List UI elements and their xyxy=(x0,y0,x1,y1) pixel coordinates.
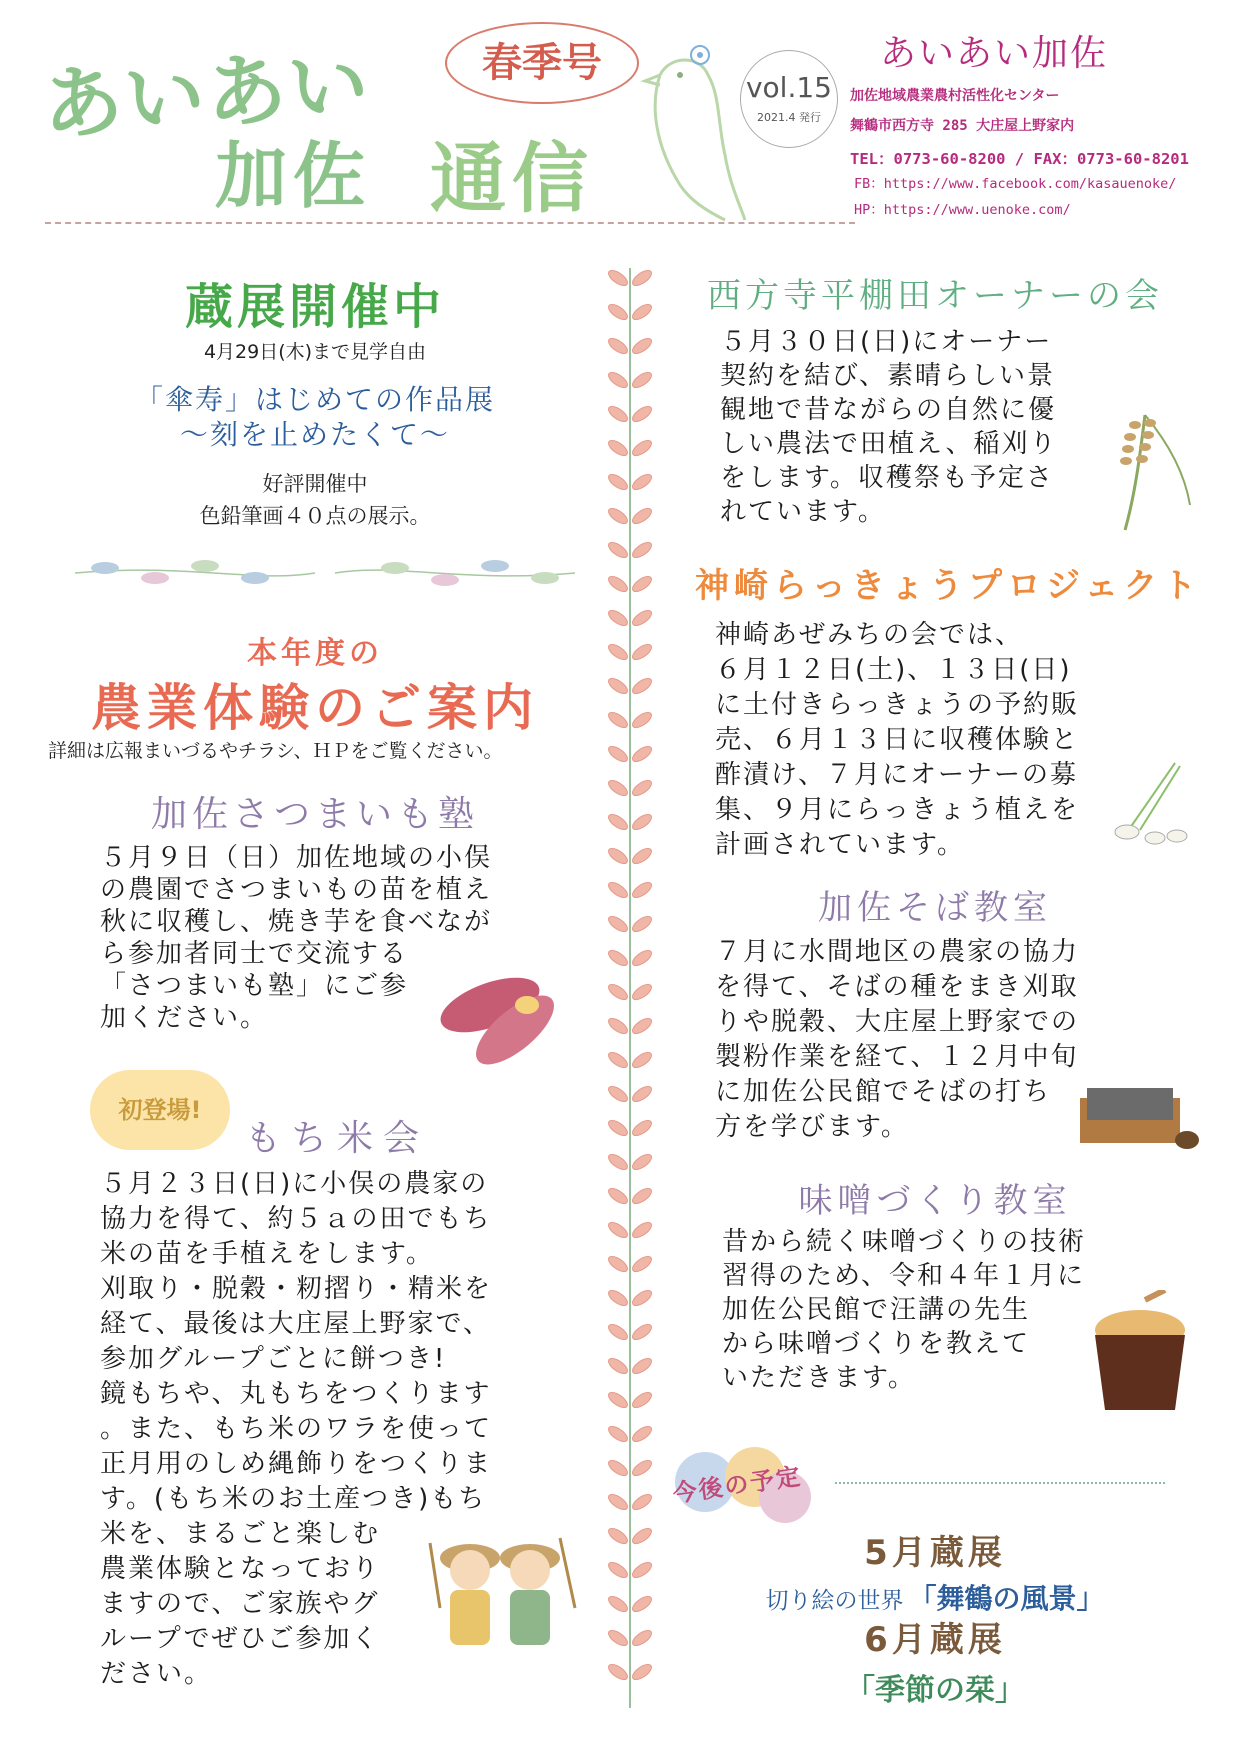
vine-leaf xyxy=(630,710,654,731)
vine-leaf xyxy=(606,404,630,425)
vine-leaf xyxy=(606,1356,630,1377)
masthead-divider xyxy=(45,222,855,224)
vine-leaf xyxy=(606,1526,630,1547)
mochi-line: 参加グループごとに餅つき! xyxy=(100,1344,447,1374)
rakkyo-line: 神崎あぜみちの会では、 xyxy=(715,620,1024,650)
schedule-balloon-label: 今後の予定 xyxy=(671,1462,804,1508)
vine-leaf xyxy=(606,1016,630,1037)
vine-leaf xyxy=(606,506,630,527)
mochi-line: 刈取り・脱穀・籾摺り・精米を xyxy=(100,1274,493,1304)
vine-leaf xyxy=(606,1628,630,1649)
vine-leaf xyxy=(606,1152,630,1173)
rakkyo-icon xyxy=(1105,758,1195,848)
vine-leaf xyxy=(606,914,630,935)
vine-leaf xyxy=(630,1356,654,1377)
vine-leaf xyxy=(606,370,630,391)
kura-heading: 蔵展開催中 xyxy=(184,279,445,335)
may-prefix: 切り絵の世界 xyxy=(765,1588,904,1614)
vine-leaf xyxy=(630,1628,654,1649)
mochi-line: 。また、もち米のワラを使って xyxy=(100,1414,493,1444)
rakkyo-line: に土付きらっきょうの予約販 xyxy=(715,690,1080,720)
tanada-line: をします。収穫祭も予定さ xyxy=(720,463,1054,493)
satsuma-heading: 加佐さつまいも塾 xyxy=(150,794,479,835)
vine-leaf xyxy=(630,744,654,765)
june-sub: 「季節の栞」 xyxy=(845,1673,1025,1708)
schedule-vine xyxy=(835,1482,1165,1484)
issue-badge xyxy=(445,22,639,104)
tanada-body xyxy=(720,325,1080,529)
kura-body2: 色鉛筆画４０点の展示。 xyxy=(199,504,431,528)
org-line1: 加佐地域農業農村活性化センター xyxy=(850,88,1060,104)
mochi-line: 米を、まるごと楽しむ xyxy=(100,1519,381,1549)
mochi-line: 正月用のしめ縄飾りをつくりま xyxy=(100,1449,493,1479)
masthead-title-line1: あいあい xyxy=(39,36,374,153)
vine-leaf xyxy=(606,1458,630,1479)
rakkyo-heading: 神崎らっきょうプロジェクト xyxy=(695,566,1202,606)
vine-leaf xyxy=(630,846,654,867)
vine-leaf xyxy=(606,1118,630,1139)
mochi-heading: もち米会 xyxy=(245,1118,430,1159)
vine-leaf xyxy=(606,744,630,765)
miso-body xyxy=(722,1225,1122,1395)
soba-body xyxy=(715,935,1115,1145)
vine-leaf xyxy=(630,472,654,493)
tanada-line: 契約を結び、素晴らしい景 xyxy=(720,361,1055,391)
kura-sub1: 「傘寿」はじめての作品展 xyxy=(134,383,495,416)
vine-leaf xyxy=(630,1220,654,1241)
vine-leaf xyxy=(606,1084,630,1105)
soba-line: に加佐公民館でそばの打ち xyxy=(715,1077,1052,1107)
vol-number: vol.15 xyxy=(745,71,832,104)
mochi-line: ますので、ご家族やグ xyxy=(100,1589,380,1619)
mochi-badge xyxy=(90,1070,230,1150)
may-title: 5月蔵展 xyxy=(864,1533,1006,1573)
vine-leaf xyxy=(606,336,630,357)
vine-leaf xyxy=(630,1050,654,1071)
satsuma-line: 加ください。 xyxy=(100,1003,269,1033)
soba-heading: 加佐そば教室 xyxy=(818,888,1052,928)
vine-leaf xyxy=(630,880,654,901)
vol-badge xyxy=(740,50,838,148)
miso-line: 加佐公民館で汪講の先生 xyxy=(722,1295,1031,1325)
vine-leaf xyxy=(606,472,630,493)
kura-date: 4月29日(木)まで見学自由 xyxy=(203,341,427,363)
mochi-line: ５月２３日(日)に小俣の農家の xyxy=(100,1169,489,1199)
vine-leaf xyxy=(630,370,654,391)
vine-leaf xyxy=(606,1594,630,1615)
rakkyo-line: 計画されています。 xyxy=(715,830,965,860)
vine-leaf xyxy=(606,846,630,867)
soba-line: 方を学びます。 xyxy=(715,1112,909,1142)
vine-leaf xyxy=(630,1662,654,1683)
mochi-line: 鏡もちや、丸もちをつくります xyxy=(100,1379,492,1409)
masthead-title-line3: 通信 xyxy=(430,134,594,223)
org-line4: FB：https://www.facebook.com/kasauenoke/ xyxy=(854,176,1177,192)
vine-leaf xyxy=(606,1050,630,1071)
vine-leaf xyxy=(630,506,654,527)
farmer-kids-icon xyxy=(415,1528,585,1658)
vine-leaf xyxy=(606,1220,630,1241)
miso-line: 習得のため、令和４年１月に xyxy=(722,1261,1085,1291)
miso-heading: 味噌づくり教室 xyxy=(798,1181,1072,1221)
rakkyo-line: 酢漬け、７月にオーナーの募 xyxy=(715,760,1078,790)
vine-leaf xyxy=(630,268,654,288)
soba-line: 製粉作業を経て、１２月中旬 xyxy=(715,1042,1079,1072)
rakkyo-line: ６月１２日(土)、１３日(日) xyxy=(715,655,1072,685)
org-line2: 舞鶴市西方寺 285 大庄屋上野家内 xyxy=(850,118,1075,134)
rice-plant-icon xyxy=(1090,405,1200,535)
vine-leaf xyxy=(630,982,654,1003)
vine-leaf xyxy=(630,1016,654,1037)
miso-line: から味噌づくりを教えて xyxy=(722,1329,1031,1359)
vine-leaf xyxy=(606,302,630,323)
vine-leaf xyxy=(606,1492,630,1513)
vine-leaf xyxy=(606,608,630,629)
tanada-line: れています。 xyxy=(720,497,886,527)
vine-leaf xyxy=(606,710,630,731)
vine-leaf xyxy=(630,676,654,697)
vine-leaf xyxy=(630,1390,654,1411)
satsuma-line: ら参加者同士で交流する xyxy=(100,939,409,969)
mochi-line: す。(もち米のお土産つき)もち xyxy=(100,1484,487,1514)
satsuma-line: 秋に収穫し、焼き芋を食べなが xyxy=(100,907,493,937)
vine-leaf xyxy=(606,778,630,799)
soba-line: りや脱穀、大庄屋上野家での xyxy=(715,1007,1080,1037)
vine-leaf xyxy=(606,438,630,459)
tanada-heading: 西方寺平棚田オーナーの会 xyxy=(707,276,1163,316)
vine-leaf xyxy=(630,302,654,323)
may-title2: 「舞鶴の風景」 xyxy=(908,1582,1105,1615)
satsuma-line: ５月９日（日）加佐地域の小俣 xyxy=(100,843,493,873)
vine-leaf xyxy=(606,642,630,663)
vine-leaf xyxy=(606,1254,630,1275)
mochi-line: 経て、最後は大庄屋上野家で、 xyxy=(100,1309,491,1339)
org-name: あいあい加佐 xyxy=(880,33,1109,74)
vine-leaf xyxy=(606,1424,630,1445)
june-title: 6月蔵展 xyxy=(864,1620,1006,1660)
vine-leaf xyxy=(606,982,630,1003)
vine-leaf xyxy=(630,1322,654,1343)
rakkyo-body xyxy=(715,618,1115,863)
vine-leaf xyxy=(630,1186,654,1207)
vine-leaf xyxy=(630,1526,654,1547)
guide-heading: 農業体験のご案内 xyxy=(91,679,539,737)
leaf-vine-icon xyxy=(600,268,660,1708)
vine-leaf xyxy=(630,1254,654,1275)
vine-leaf xyxy=(630,1458,654,1479)
mochi-line: 農業体験となっており xyxy=(100,1554,381,1584)
vine-leaf xyxy=(606,540,630,561)
org-line5: HP：https://www.uenoke.com/ xyxy=(854,202,1071,218)
org-line3: TEL：0773-60-8200 / FAX：0773-60-8201 xyxy=(850,150,1189,168)
satsuma-line: 「さつまいも塾」にご参 xyxy=(100,971,409,1001)
vine-leaf xyxy=(630,1594,654,1615)
leaf-border-icon xyxy=(65,548,585,598)
vine-leaf xyxy=(606,948,630,969)
miso-line: いただきます。 xyxy=(722,1363,916,1393)
vine-leaf xyxy=(630,948,654,969)
miso-line: 昔から続く味噌づくりの技術 xyxy=(722,1227,1087,1257)
vine-leaf xyxy=(606,880,630,901)
soba-line: を得て、そばの種をまき刈取 xyxy=(715,972,1079,1002)
vine-leaf xyxy=(630,438,654,459)
mochi-line: ださい。 xyxy=(100,1659,213,1689)
kura-body1: 好評開催中 xyxy=(262,472,368,496)
tanada-line: ５月３０日(日)にオーナー xyxy=(720,327,1053,357)
vine-leaf xyxy=(606,1288,630,1309)
vine-leaf xyxy=(606,574,630,595)
rakkyo-line: 集、９月にらっきょう植えを xyxy=(715,795,1080,825)
satsuma-line: の農園でさつまいもの苗を植え xyxy=(100,875,493,905)
vine-leaf xyxy=(630,812,654,833)
vine-leaf xyxy=(630,1118,654,1139)
soba-line: ７月に水間地区の農家の協力 xyxy=(715,937,1080,967)
vine-leaf xyxy=(606,1560,630,1581)
miso-barrel-icon xyxy=(1085,1290,1195,1420)
mochi-line: 協力を得て、約５ａの田でもち xyxy=(100,1204,492,1234)
vine-leaf xyxy=(630,1288,654,1309)
vine-leaf xyxy=(630,1152,654,1173)
vine-leaf xyxy=(630,540,654,561)
vine-leaf xyxy=(630,642,654,663)
tanada-line: しい農法で田植え、稲刈り xyxy=(720,429,1058,459)
mochi-line: ループでぜひご参加く xyxy=(100,1624,380,1654)
masthead xyxy=(0,0,1241,235)
may-exhibit xyxy=(690,1577,1180,1617)
vine-leaf xyxy=(630,1492,654,1513)
vine-leaf xyxy=(630,404,654,425)
guide-kicker: 本年度の xyxy=(247,636,383,671)
rakkyo-line: 売、６月１３日に収穫体験と xyxy=(715,725,1080,755)
mochi-badge-label: 初登場! xyxy=(118,1096,202,1124)
masthead-title-line2: 加佐 xyxy=(215,134,372,218)
vine-leaf xyxy=(606,812,630,833)
kura-sub2: ～刻を止めたくて～ xyxy=(179,418,450,451)
tanada-line: 観地で昔ながらの自然に優 xyxy=(720,395,1057,425)
issue-label: 春季号 xyxy=(482,40,602,86)
vine-leaf xyxy=(630,336,654,357)
vine-leaf xyxy=(630,1084,654,1105)
sweet-potato-icon xyxy=(435,960,565,1070)
vine-leaf xyxy=(630,1560,654,1581)
vine-leaf xyxy=(606,1662,630,1683)
vine-leaf xyxy=(630,574,654,595)
mochi-line: 米の苗を手植えをします。 xyxy=(100,1239,434,1269)
vine-leaf xyxy=(606,1322,630,1343)
vine-leaf xyxy=(630,914,654,935)
soba-icon xyxy=(1075,1078,1200,1158)
guide-note: 詳細は広報まいづるやチラシ、ＨＰをご覧ください。 xyxy=(48,740,503,762)
vine-leaf xyxy=(606,1186,630,1207)
vine-leaf xyxy=(606,268,630,288)
vine-leaf xyxy=(630,778,654,799)
vine-leaf xyxy=(630,1424,654,1445)
issue-date: 2021.4 発行 xyxy=(757,111,821,124)
vine-leaf xyxy=(630,608,654,629)
vine-leaf xyxy=(606,676,630,697)
vine-leaf xyxy=(606,1390,630,1411)
